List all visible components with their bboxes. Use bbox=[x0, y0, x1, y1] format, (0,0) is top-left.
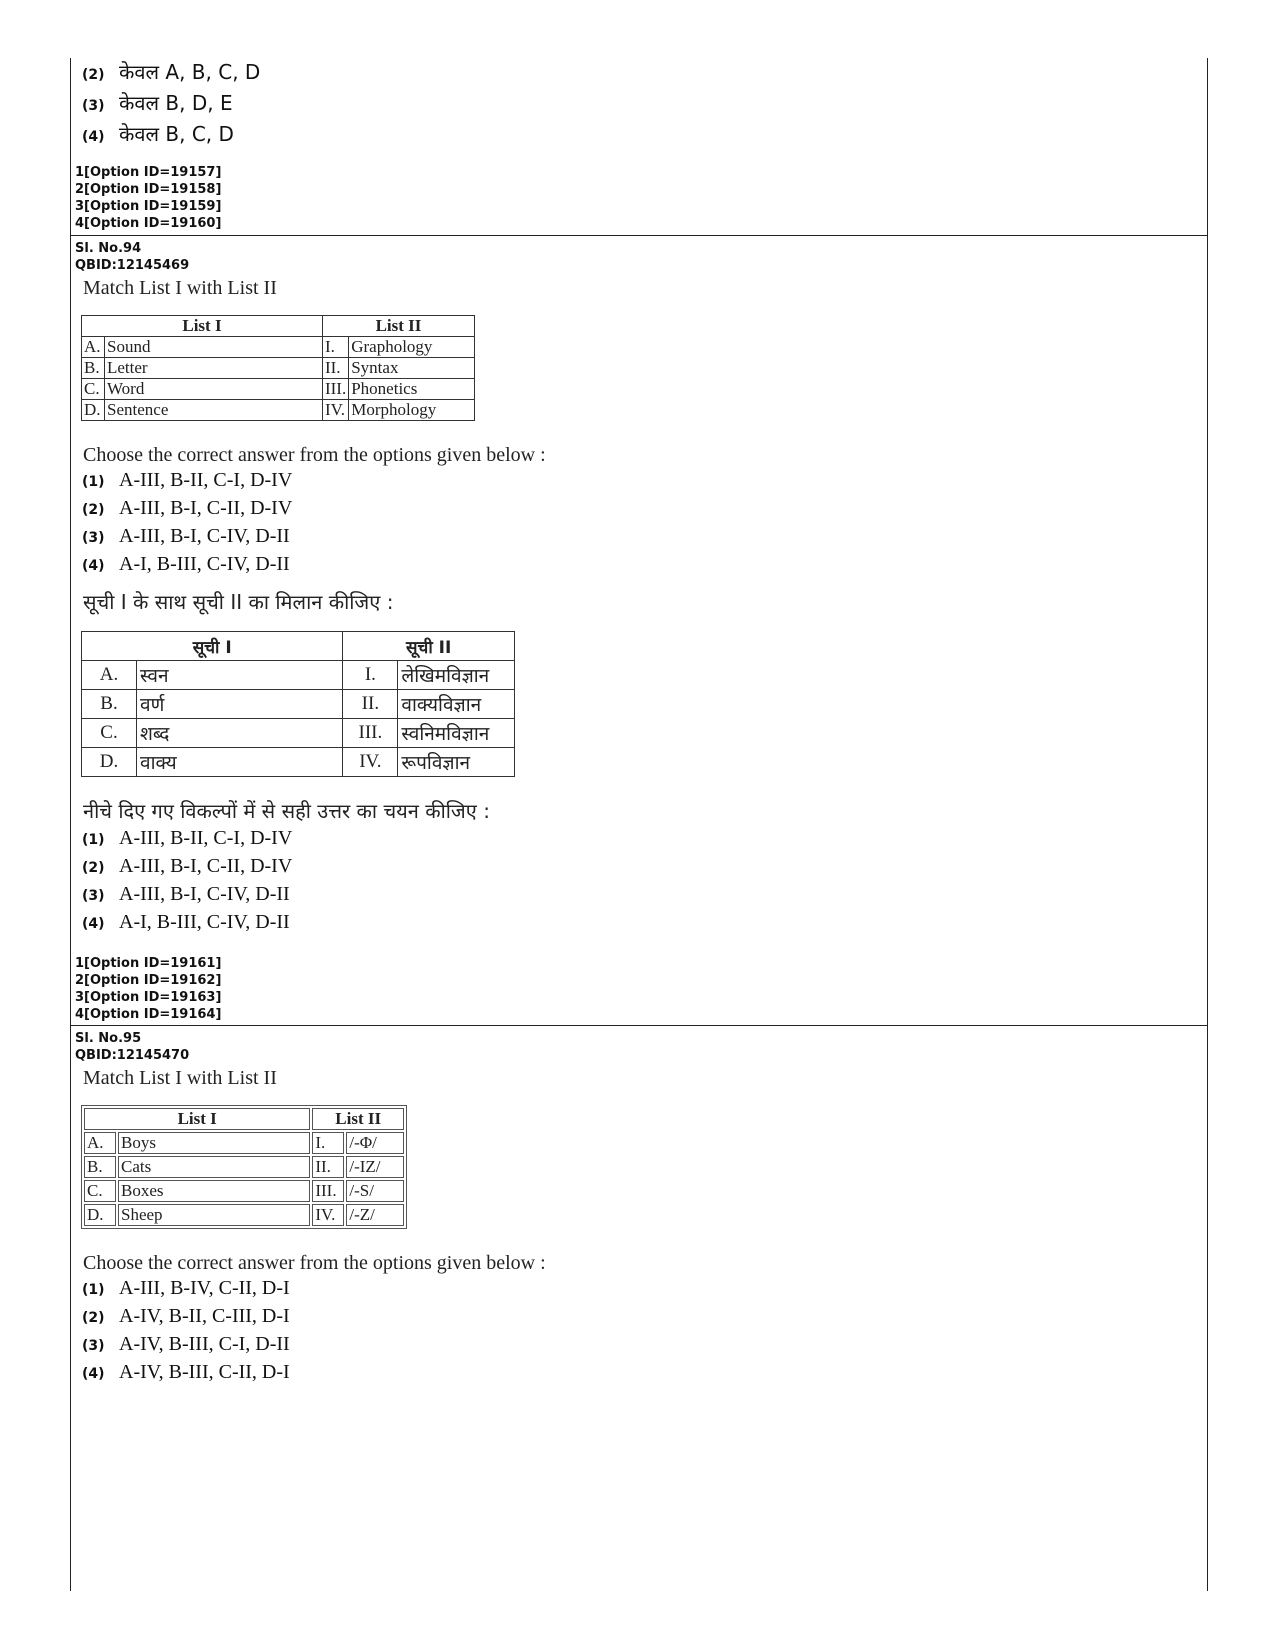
qbid: QBID:12145470 bbox=[75, 1048, 190, 1063]
list-ii-item: Syntax bbox=[349, 358, 475, 379]
option-number: (3) bbox=[82, 888, 105, 904]
list-i-header: सूची I bbox=[82, 632, 343, 661]
option-text: A-I, B-III, C-IV, D-II bbox=[119, 553, 290, 575]
list-ii-item: /-S/ bbox=[346, 1180, 404, 1202]
question-prompt-hi: सूची I के साथ सूची II का मिलान कीजिए : bbox=[83, 590, 394, 614]
list-i-item: Cats bbox=[118, 1156, 310, 1178]
option-id: 1[Option ID=19157] bbox=[75, 165, 222, 180]
option-text: A-III, B-IV, C-II, D-I bbox=[119, 1277, 290, 1299]
list-i-header: List I bbox=[82, 316, 323, 337]
table-row bbox=[84, 1180, 404, 1202]
option-row bbox=[71, 525, 1207, 553]
option-text: A-III, B-I, C-II, D-IV bbox=[119, 855, 293, 877]
serial-number: Sl. No.95 bbox=[75, 1031, 142, 1046]
list-i-label: C. bbox=[82, 719, 137, 748]
list-ii-label: II. bbox=[322, 358, 348, 379]
list-ii-label: IV. bbox=[343, 748, 398, 777]
match-table-en bbox=[81, 315, 475, 421]
options-en bbox=[71, 469, 1207, 581]
option-id: 4[Option ID=19160] bbox=[75, 216, 222, 231]
serial-number: Sl. No.94 bbox=[75, 241, 142, 256]
list-i-header: List I bbox=[84, 1108, 310, 1130]
list-i-item: Sheep bbox=[118, 1204, 310, 1226]
list-ii-item: Morphology bbox=[349, 400, 475, 421]
list-i-label: D. bbox=[82, 400, 105, 421]
list-i-item: Boxes bbox=[118, 1180, 310, 1202]
option-number: (1) bbox=[82, 832, 105, 848]
list-ii-item: Phonetics bbox=[349, 379, 475, 400]
question-prompt-en: Match List I with List II bbox=[83, 1067, 277, 1089]
option-id: 3[Option ID=19159] bbox=[75, 199, 222, 214]
list-ii-item: रूपविज्ञान bbox=[398, 748, 515, 777]
option-text: A-III, B-I, C-IV, D-II bbox=[119, 883, 290, 905]
option-id-list bbox=[71, 955, 1207, 1025]
option-number: (3) bbox=[82, 98, 105, 114]
list-ii-header: List II bbox=[312, 1108, 404, 1130]
choose-instruction-hi: नीचे दिए गए विकल्पों में से सही उत्तर का चयन कीजिए : bbox=[83, 799, 490, 823]
list-ii-item: /-Φ/ bbox=[346, 1132, 404, 1154]
table-row bbox=[82, 379, 475, 400]
option-number: (4) bbox=[82, 558, 105, 574]
table-row bbox=[82, 661, 515, 690]
match-table-en bbox=[81, 1105, 407, 1229]
option-number: (2) bbox=[82, 1310, 105, 1326]
option-id: 2[Option ID=19158] bbox=[75, 182, 222, 197]
option-text: A-III, B-II, C-I, D-IV bbox=[119, 469, 293, 491]
option-text: A-III, B-I, C-IV, D-II bbox=[119, 525, 290, 547]
option-id: 3[Option ID=19163] bbox=[75, 990, 222, 1005]
option-number: (4) bbox=[82, 129, 105, 145]
list-i-item: Sentence bbox=[105, 400, 323, 421]
list-i-label: A. bbox=[82, 661, 137, 690]
list-ii-header: सूची II bbox=[343, 632, 515, 661]
list-i-item: Word bbox=[105, 379, 323, 400]
question-95 bbox=[71, 1026, 1207, 1389]
choose-instruction-en: Choose the correct answer from the options given below : bbox=[83, 444, 546, 466]
option-row bbox=[71, 58, 1207, 89]
table-row bbox=[82, 690, 515, 719]
choose-instruction-en: Choose the correct answer from the options given below : bbox=[83, 1252, 546, 1274]
option-id-list bbox=[71, 164, 1207, 235]
list-ii-label: I. bbox=[322, 337, 348, 358]
option-row bbox=[71, 911, 1207, 939]
table-row bbox=[82, 719, 515, 748]
option-text: A-I, B-III, C-IV, D-II bbox=[119, 911, 290, 933]
list-i-label: D. bbox=[84, 1204, 116, 1226]
option-id: 1[Option ID=19161] bbox=[75, 956, 222, 971]
list-i-item: Boys bbox=[118, 1132, 310, 1154]
option-number: (2) bbox=[82, 860, 105, 876]
option-number: (2) bbox=[82, 502, 105, 518]
option-text: A-IV, B-II, C-III, D-I bbox=[119, 1305, 290, 1327]
option-text: A-IV, B-III, C-II, D-I bbox=[119, 1361, 290, 1383]
list-i-label: B. bbox=[84, 1156, 116, 1178]
table-row bbox=[84, 1204, 404, 1226]
list-ii-label: I. bbox=[312, 1132, 344, 1154]
table-row bbox=[84, 1132, 404, 1154]
list-ii-label: II. bbox=[343, 690, 398, 719]
list-i-item: शब्द bbox=[137, 719, 343, 748]
list-i-item: Letter bbox=[105, 358, 323, 379]
option-id: 4[Option ID=19164] bbox=[75, 1007, 222, 1022]
list-ii-item: Graphology bbox=[349, 337, 475, 358]
table-row bbox=[84, 1156, 404, 1178]
option-number: (3) bbox=[82, 1338, 105, 1354]
option-text: A-III, B-II, C-I, D-IV bbox=[119, 827, 293, 849]
option-number: (4) bbox=[82, 1366, 105, 1382]
question-prompt-en: Match List I with List II bbox=[83, 277, 277, 299]
table-row bbox=[82, 358, 475, 379]
option-text: केवल B, D, E bbox=[119, 91, 233, 115]
option-text: A-III, B-I, C-II, D-IV bbox=[119, 497, 293, 519]
option-row bbox=[71, 469, 1207, 497]
list-i-item: वर्ण bbox=[137, 690, 343, 719]
question-paper-page bbox=[70, 58, 1208, 1591]
list-i-item: वाक्य bbox=[137, 748, 343, 777]
list-ii-item: /-Z/ bbox=[346, 1204, 404, 1226]
option-text: A-IV, B-III, C-I, D-II bbox=[119, 1333, 290, 1355]
list-ii-header: List II bbox=[322, 316, 474, 337]
list-ii-label: I. bbox=[343, 661, 398, 690]
list-ii-label: II. bbox=[312, 1156, 344, 1178]
option-id: 2[Option ID=19162] bbox=[75, 973, 222, 988]
list-ii-label: IV. bbox=[312, 1204, 344, 1226]
list-ii-label: IV. bbox=[322, 400, 348, 421]
option-text: केवल B, C, D bbox=[119, 122, 234, 146]
option-row bbox=[71, 1361, 1207, 1389]
list-ii-label: III. bbox=[322, 379, 348, 400]
list-ii-label: III. bbox=[343, 719, 398, 748]
list-i-label: A. bbox=[82, 337, 105, 358]
qbid: QBID:12145469 bbox=[75, 258, 190, 273]
table-row bbox=[82, 748, 515, 777]
q93-options bbox=[71, 58, 1207, 151]
option-row bbox=[71, 827, 1207, 855]
list-i-label: B. bbox=[82, 358, 105, 379]
list-i-label: A. bbox=[84, 1132, 116, 1154]
match-table-hi bbox=[81, 631, 515, 777]
list-ii-item: वाक्यविज्ञान bbox=[398, 690, 515, 719]
list-ii-item: लेखिमविज्ञान bbox=[398, 661, 515, 690]
question-94 bbox=[71, 236, 1207, 1025]
option-number: (3) bbox=[82, 530, 105, 546]
option-row bbox=[71, 120, 1207, 151]
options-hi bbox=[71, 827, 1207, 939]
option-text: केवल A, B, C, D bbox=[119, 60, 261, 84]
option-row bbox=[71, 553, 1207, 581]
list-i-label: B. bbox=[82, 690, 137, 719]
option-number: (2) bbox=[82, 67, 105, 83]
option-row bbox=[71, 497, 1207, 525]
option-row bbox=[71, 855, 1207, 883]
option-number: (1) bbox=[82, 474, 105, 490]
list-i-item: स्वन bbox=[137, 661, 343, 690]
list-i-label: D. bbox=[82, 748, 137, 777]
list-ii-item: स्वनिमविज्ञान bbox=[398, 719, 515, 748]
option-row bbox=[71, 1277, 1207, 1305]
option-row bbox=[71, 1305, 1207, 1333]
list-i-label: C. bbox=[82, 379, 105, 400]
option-number: (4) bbox=[82, 916, 105, 932]
list-ii-item: /-IZ/ bbox=[346, 1156, 404, 1178]
list-ii-label: III. bbox=[312, 1180, 344, 1202]
table-row bbox=[82, 400, 475, 421]
list-i-item: Sound bbox=[105, 337, 323, 358]
options-en bbox=[71, 1277, 1207, 1389]
table-row bbox=[82, 337, 475, 358]
option-row bbox=[71, 1333, 1207, 1361]
option-row bbox=[71, 883, 1207, 911]
option-row bbox=[71, 89, 1207, 120]
option-number: (1) bbox=[82, 1282, 105, 1298]
list-i-label: C. bbox=[84, 1180, 116, 1202]
